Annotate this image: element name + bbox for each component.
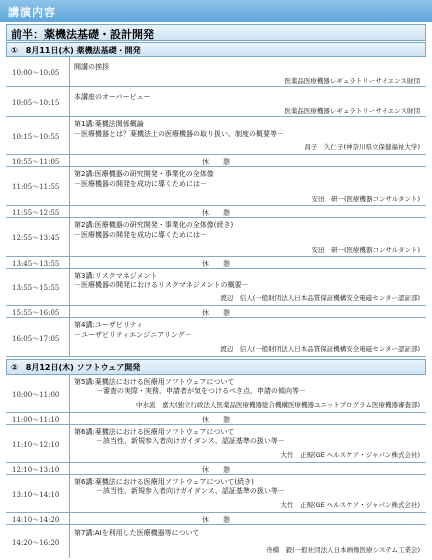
row-time: 10:00～10:05 [12,69,60,77]
break-row [6,463,426,475]
break-label: 休 憩 [202,416,230,424]
break-row [6,306,426,318]
row-time: 14:10～14:20 [12,516,60,524]
row-subtitle: －医療機器の開発におけるリスクマネジメントの概要－ [74,281,249,289]
row-speaker: 安田 研一(医療機器コンサルタント) [311,246,420,254]
row-title: 第4講:ユーザビリティ [74,321,144,329]
break-row [6,155,426,167]
row-subtitle: －該当性、新規参入者向けガイダンス、認証基準の扱い等－ [96,487,285,495]
row-time: 12:55～13:45 [12,234,60,242]
row-speaker: 医薬品医療機器レギュラトリーサイエンス財団 [284,77,420,85]
row-time: 10:55～11:05 [12,158,60,166]
schedule-row [6,375,426,413]
row-title: 本講座のオーバービュー [74,93,151,101]
row-title: 第2講:医療機器の研究開発・事業化の全体像 [74,170,214,178]
break-label: 休 憩 [202,466,230,474]
row-title: 開講の挨拶 [74,63,109,71]
row-speaker: 安田 研一(医療機器コンサルタント) [311,195,420,203]
row-speaker: 大竹 正規(GE ヘルスケア・ジャパン株式会社) [280,451,420,459]
row-subtitle: －審査の実際・実務、申請者が気をつけるべき点、申請の傾向等－ [96,387,306,395]
day2-title: ② 8月12日(木) ソフトウェア開発 [11,363,141,372]
row-title: 第2講:医療機器の研究開発・事業化の全体像(続き) [74,221,234,229]
row-subtitle: －該当性、新規参入者向けガイダンス、認証基準の扱い等－ [96,437,285,445]
row-speaker: 医薬品医療機器レギュラトリーサイエンス財団 [284,107,420,115]
row-title: 第6講:薬機法における医療用ソフトウェアについて(続き) [74,478,254,486]
row-title: 第5講:薬機法における医療用ソフトウェアについて [74,378,235,386]
row-time: 10:05～10:15 [12,99,60,107]
break-row [6,257,426,269]
row-time: 11:10～12:10 [12,441,60,449]
day1-schedule [6,57,426,357]
row-time: 13:10～14:10 [12,491,60,499]
row-time: 15:55～16:05 [12,309,60,317]
section-title: 講演内容 [8,6,56,19]
row-time: 10:00～11:00 [12,391,60,399]
break-row [6,413,426,425]
schedule-row [6,57,426,87]
day1-banner [6,42,426,57]
row-time: 12:10～13:10 [12,466,60,474]
break-label: 休 憩 [202,309,230,317]
break-row [6,206,426,218]
row-title: 第6講:薬機法における医療用ソフトウェアについて [74,428,235,436]
schedule-row [6,525,426,558]
row-title: 第3講:リスクマネジメント [74,272,158,280]
schedule-row [6,475,426,513]
schedule-row [6,167,426,206]
break-label: 休 憩 [202,158,230,166]
row-subtitle: －医療機器の開発を成功に導くためには－ [74,231,207,239]
row-subtitle: －医療機器の開発を成功に導くためには－ [74,180,207,188]
schedule-row [6,218,426,257]
break-row [6,513,426,525]
break-label: 休 憩 [202,209,230,217]
row-time: 11:05～11:55 [12,183,60,191]
schedule-row [6,425,426,463]
row-speaker: 昌子 久仁子(神奈川県立保健福祉大学) [304,143,420,151]
row-speaker: 中水流 嘉大(独立行政法人医薬品医療機器総合機構医療機器ユニットプログラム医療機器審査部) [135,401,420,409]
day2-banner [6,359,426,375]
row-title: 第7講:AIを利用した医療機器等について [74,529,200,537]
schedule-row [6,117,426,155]
row-speaker: 渡辺 信人(一般財団法人日本品質保証機構安全電磁センター認証部) [220,294,420,302]
row-time: 14:20～16:20 [12,539,60,547]
row-time: 10:15～10:55 [12,133,60,141]
section-header [0,0,432,22]
row-subtitle: －医療機器とは？薬機法上の医療機器の取り扱い、制度の概要等－ [74,130,284,138]
break-label: 休 憩 [202,260,230,268]
schedule-row [6,87,426,117]
row-speaker: 舟橋 毅(一般社団法人日本画像医療システム工業会) [266,546,420,554]
row-subtitle: －ユーザビリティエンジニアリング－ [74,331,192,339]
day1-title: ① 8月11日(木) 薬機法基礎・開発 [11,46,141,55]
day2-schedule [6,375,426,558]
schedule-row [6,318,426,357]
part-title: 前半：薬機法基礎・設計開発 [11,28,154,41]
break-label: 休 憩 [202,516,230,524]
row-time: 13:45～13:55 [12,260,60,268]
row-title: 第1講:薬機法関係概論 [74,120,144,128]
row-speaker: 大竹 正規(GE ヘルスケア・ジャパン株式会社) [280,501,420,509]
schedule-row [6,269,426,306]
row-time: 11:55～12:55 [12,209,60,217]
row-time: 16:05～17:05 [12,335,60,343]
row-time: 13:55～15:55 [12,284,60,292]
row-speaker: 渡辺 信人(一般財団法人日本品質保証機構安全電磁センター認証部) [220,345,420,353]
part-banner [6,24,426,41]
row-time: 11:00～11:10 [12,416,60,424]
